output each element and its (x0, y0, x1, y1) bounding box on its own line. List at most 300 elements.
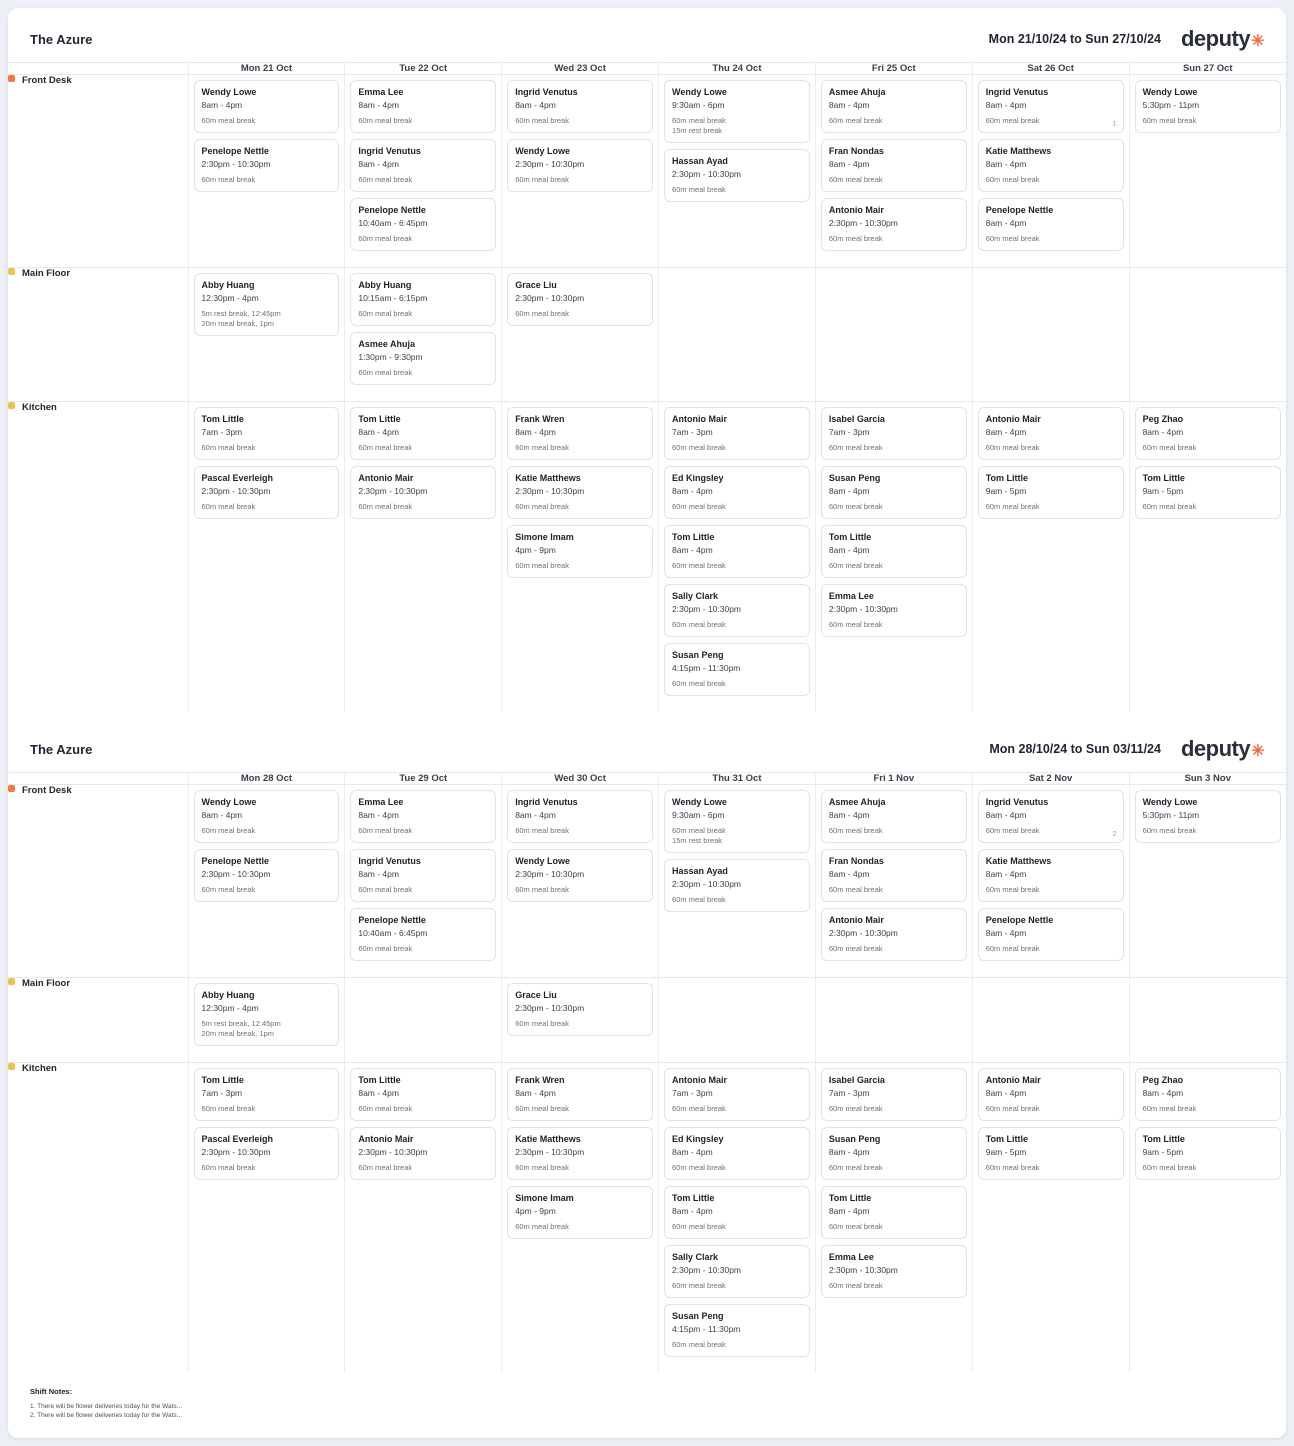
shift-card[interactable] (194, 407, 340, 460)
shift-break-note: 60m meal break (515, 885, 569, 894)
shift-break-note: 60m meal break (828, 443, 883, 452)
shift-break-note: 60m meal break (672, 1340, 726, 1349)
shift-stack (816, 268, 972, 283)
shift-stack (502, 402, 658, 594)
shift-time: 2:30pm - 10:30pm (828, 1265, 898, 1275)
shift-stack (502, 785, 658, 918)
shift-break-note: 60m meal break (1142, 1104, 1197, 1113)
shift-break-note: 60m meal break (515, 309, 569, 318)
shift-time: 8am - 4pm (985, 159, 1027, 169)
shift-break-note: 20m meal break, 1pm (201, 319, 275, 328)
shift-time: 2:30pm - 10:30pm (828, 928, 898, 938)
shift-card[interactable] (1135, 466, 1281, 519)
shift-time: 2:30pm - 10:30pm (358, 1147, 428, 1157)
shift-card[interactable] (821, 466, 967, 519)
shift-time: 8am - 4pm (828, 486, 870, 496)
shift-employee-name: Katie Matthews (515, 1134, 581, 1144)
shift-break-note: 60m meal break (672, 1222, 726, 1231)
shift-card[interactable] (664, 859, 810, 912)
day-cell (345, 978, 502, 1063)
shift-card[interactable] (350, 908, 496, 961)
shift-card[interactable] (1135, 80, 1281, 133)
day-header-cell: Thu 24 Oct (659, 63, 816, 75)
shift-employee-name: Grace Liu (515, 990, 557, 1000)
shift-stack (973, 75, 1129, 267)
shift-card[interactable] (1135, 1127, 1281, 1180)
shift-break-note: 60m meal break (985, 443, 1040, 452)
shift-card[interactable] (821, 1245, 967, 1298)
shift-card[interactable] (664, 1186, 810, 1239)
shift-time: 5:30pm - 11pm (1142, 810, 1200, 820)
shift-employee-name: Emma Lee (828, 591, 874, 601)
shift-card[interactable] (507, 849, 653, 902)
shift-stack (973, 785, 1129, 977)
shift-card[interactable] (664, 584, 810, 637)
shift-card[interactable] (194, 983, 340, 1046)
roster-week-block (8, 8, 1286, 712)
day-cell (659, 402, 816, 713)
shift-time: 9:30am - 6pm (672, 100, 725, 110)
shift-card[interactable] (664, 525, 810, 578)
shift-card[interactable] (664, 1304, 810, 1357)
shift-card[interactable] (507, 525, 653, 578)
area-color-dot (8, 1063, 15, 1070)
day-cell (659, 75, 816, 268)
shift-card[interactable] (664, 1245, 810, 1298)
day-cell (815, 785, 972, 978)
shift-stack (345, 402, 501, 535)
shift-time: 9:30am - 6pm (672, 810, 725, 820)
shift-break-note: 60m meal break (828, 175, 883, 184)
shift-card[interactable] (978, 790, 1124, 843)
shift-time: 8am - 4pm (985, 928, 1027, 938)
shift-break-note: 60m meal break (515, 561, 569, 570)
shift-break-note: 60m meal break (985, 885, 1040, 894)
shift-card[interactable] (350, 80, 496, 133)
shift-card[interactable] (664, 80, 810, 143)
shift-employee-name: Penelope Nettle (985, 205, 1054, 215)
shift-card[interactable] (507, 983, 653, 1036)
shift-time: 8am - 4pm (1142, 1088, 1184, 1098)
shift-break-note: 60m meal break (515, 1019, 569, 1028)
shift-time: 8am - 4pm (985, 218, 1027, 228)
shift-card[interactable] (664, 149, 810, 202)
shift-stack (973, 402, 1129, 535)
day-cell (815, 1063, 972, 1374)
shift-note-line: 2. There will be flower deliveries today for the Wats... (30, 1412, 183, 1419)
area-label (8, 268, 188, 402)
shift-employee-name: Wendy Lowe (672, 87, 727, 97)
shift-employee-name: Susan Peng (828, 473, 881, 483)
area-color-dot (8, 978, 15, 985)
shift-employee-name: Antonio Mair (358, 473, 414, 483)
day-header-cell: Fri 1 Nov (815, 773, 972, 785)
shift-card[interactable] (821, 584, 967, 637)
day-cell (188, 1063, 345, 1374)
shift-employee-name: Tom Little (358, 1075, 401, 1085)
shift-stack (659, 785, 815, 928)
shift-employee-name: Ingrid Venutus (358, 146, 421, 156)
shift-card[interactable] (821, 849, 967, 902)
shift-stack (345, 75, 501, 267)
shift-employee-name: Wendy Lowe (515, 856, 571, 866)
shift-time: 8am - 4pm (985, 427, 1027, 437)
shift-card[interactable] (194, 139, 340, 192)
shift-employee-name: Tom Little (985, 1134, 1029, 1144)
day-cell (659, 1063, 816, 1374)
day-cell (345, 1063, 502, 1374)
day-header-cell: Tue 29 Oct (345, 773, 502, 785)
deputy-logo: deputy ✳ (1180, 736, 1264, 761)
shift-break-note: 60m meal break (358, 944, 413, 953)
shift-card[interactable] (194, 273, 340, 336)
shift-time: 8am - 4pm (985, 869, 1027, 879)
shift-card[interactable] (194, 849, 340, 902)
shift-break-note: 60m meal break (828, 885, 883, 894)
shift-note-marker: 1 (1112, 121, 1117, 128)
day-cell (502, 785, 659, 978)
shift-card[interactable] (194, 1127, 340, 1180)
shift-card[interactable] (821, 1068, 967, 1121)
shift-employee-name: Antonio Mair (985, 414, 1041, 424)
logo-star-icon: ✳ (1251, 743, 1264, 760)
shift-employee-name: Isabel Garcia (828, 414, 885, 424)
shift-employee-name: Fran Nondas (828, 146, 884, 156)
day-cell (659, 268, 816, 402)
shift-card[interactable] (350, 407, 496, 460)
day-cell (815, 978, 972, 1063)
shift-employee-name: Antonio Mair (828, 205, 884, 215)
day-cell (502, 402, 659, 713)
area-label-text: Front Desk (22, 785, 72, 796)
shift-time: 4pm - 9pm (515, 545, 556, 555)
shift-time: 4:15pm - 11:30pm (672, 663, 741, 673)
shift-break-note: 60m meal break (1142, 116, 1197, 125)
shift-employee-name: Wendy Lowe (201, 797, 257, 807)
shift-employee-name: Ingrid Venutus (985, 797, 1049, 807)
roster-header (8, 8, 1286, 62)
shift-stack (502, 268, 658, 342)
shift-break-note: 60m meal break (515, 116, 569, 125)
shift-card[interactable] (507, 1127, 653, 1180)
shift-time: 8am - 4pm (515, 427, 556, 437)
shift-stack (973, 978, 1129, 993)
shift-card[interactable] (507, 407, 653, 460)
shift-break-note: 60m meal break (985, 826, 1040, 835)
shift-card[interactable] (664, 1127, 810, 1180)
shift-card[interactable] (821, 908, 967, 961)
shift-card[interactable] (350, 139, 496, 192)
shift-employee-name: Ed Kingsley (672, 473, 724, 483)
shift-employee-name: Emma Lee (358, 87, 404, 97)
day-cell (815, 402, 972, 713)
day-header-cell: Sat 2 Nov (972, 773, 1129, 785)
shift-time: 8am - 4pm (515, 100, 556, 110)
shift-time: 2:30pm - 10:30pm (672, 604, 742, 614)
area-row (8, 978, 1286, 1063)
day-cell (1129, 268, 1286, 402)
shift-time: 8am - 4pm (358, 427, 399, 437)
shift-card[interactable] (978, 466, 1124, 519)
shift-stack (973, 268, 1129, 283)
shift-break-note: 60m meal break (515, 826, 569, 835)
shift-employee-name: Emma Lee (828, 1252, 874, 1262)
shift-card[interactable] (507, 466, 653, 519)
shift-stack (189, 1063, 345, 1196)
shift-employee-name: Ingrid Venutus (985, 87, 1049, 97)
day-header-cell: Sun 3 Nov (1129, 773, 1286, 785)
shift-break-note: 60m meal break (358, 368, 413, 377)
shift-card[interactable] (507, 790, 653, 843)
shift-time: 8am - 4pm (828, 1206, 870, 1216)
shift-card[interactable] (821, 1127, 967, 1180)
shift-break-note: 60m meal break (672, 1104, 726, 1113)
shift-break-note: 60m meal break (985, 175, 1040, 184)
shift-break-note: 60m meal break (985, 116, 1040, 125)
area-row (8, 402, 1286, 713)
shift-card[interactable] (1135, 1068, 1281, 1121)
area-label (8, 978, 188, 1063)
shift-time: 8am - 4pm (358, 100, 399, 110)
shift-break-note: 60m meal break (985, 502, 1040, 511)
shift-break-note: 20m meal break, 1pm (201, 1029, 275, 1038)
shift-card[interactable] (194, 80, 340, 133)
day-cell (659, 785, 816, 978)
day-cell (815, 268, 972, 402)
shift-card[interactable] (821, 790, 967, 843)
shift-time: 2:30pm - 10:30pm (672, 879, 742, 889)
shift-card[interactable] (978, 80, 1124, 133)
shift-card[interactable] (664, 407, 810, 460)
shift-break-note: 60m meal break (828, 620, 883, 629)
shift-break-note: 60m meal break (515, 175, 569, 184)
shift-time: 8am - 4pm (672, 1206, 713, 1216)
shift-card[interactable] (194, 466, 340, 519)
shift-employee-name: Penelope Nettle (201, 856, 270, 866)
shift-break-note: 60m meal break (201, 1163, 256, 1172)
shift-break-note: 60m meal break (201, 885, 256, 894)
shift-break-note: 15m rest break (672, 836, 723, 845)
day-cell (972, 785, 1129, 978)
shift-card[interactable] (350, 849, 496, 902)
shift-time: 8am - 4pm (515, 1088, 556, 1098)
shift-break-note: 60m meal break (828, 944, 883, 953)
shift-card[interactable] (821, 407, 967, 460)
shift-card[interactable] (1135, 790, 1281, 843)
shift-stack (502, 75, 658, 208)
shift-employee-name: Tom Little (672, 1193, 715, 1203)
shift-employee-name: Ingrid Venutus (515, 797, 578, 807)
shift-break-note: 60m meal break (515, 502, 569, 511)
shift-time: 9am - 5pm (1142, 1147, 1184, 1157)
shift-card[interactable] (350, 790, 496, 843)
shift-stack (1130, 402, 1286, 535)
shift-employee-name: Tom Little (828, 532, 872, 542)
day-header-row (8, 773, 1286, 785)
shift-break-note: 60m meal break (201, 116, 256, 125)
shift-time: 2:30pm - 10:30pm (515, 869, 585, 879)
shift-time: 8am - 4pm (358, 869, 399, 879)
shift-card[interactable] (821, 80, 967, 133)
day-cell (972, 75, 1129, 268)
shift-employee-name: Wendy Lowe (201, 87, 257, 97)
shift-time: 9am - 5pm (985, 1147, 1027, 1157)
shift-stack (345, 785, 501, 977)
shift-card[interactable] (350, 466, 496, 519)
shift-employee-name: Tom Little (1142, 473, 1185, 483)
shift-break-note: 60m meal break (358, 234, 413, 243)
shift-card[interactable] (350, 332, 496, 385)
day-cell (972, 1063, 1129, 1374)
shift-break-note: 60m meal break (672, 1281, 726, 1290)
shift-employee-name: Simone Imam (515, 1193, 574, 1203)
shift-time: 4:15pm - 11:30pm (672, 1324, 741, 1334)
day-cell (1129, 785, 1286, 978)
shift-employee-name: Asmee Ahuja (828, 87, 886, 97)
shift-card[interactable] (664, 466, 810, 519)
roster-header (8, 718, 1286, 772)
day-cell (1129, 402, 1286, 713)
day-cell (972, 268, 1129, 402)
shift-employee-name: Tom Little (828, 1193, 872, 1203)
shift-time: 2:30pm - 10:30pm (201, 869, 271, 879)
shift-stack (816, 1063, 972, 1314)
shift-break-note: 60m meal break (1142, 826, 1197, 835)
shift-stack (659, 268, 815, 283)
shift-note-line: 1. There will be flower deliveries today for the Wats... (30, 1403, 183, 1410)
shift-stack (1130, 268, 1286, 283)
shift-employee-name: Antonio Mair (672, 414, 728, 424)
area-row (8, 268, 1286, 402)
shift-time: 8am - 4pm (515, 810, 556, 820)
shift-time: 12:30pm - 4pm (201, 1003, 259, 1013)
shift-employee-name: Katie Matthews (515, 473, 581, 483)
shift-break-note: 60m meal break (828, 826, 883, 835)
shift-card[interactable] (507, 1186, 653, 1239)
shift-break-note: 60m meal break (985, 1163, 1040, 1172)
shift-stack (659, 1063, 815, 1373)
shift-employee-name: Wendy Lowe (1142, 87, 1198, 97)
shift-card[interactable] (821, 525, 967, 578)
shift-card[interactable] (978, 1068, 1124, 1121)
day-cell (1129, 1063, 1286, 1374)
shift-break-note: 60m meal break (515, 1222, 569, 1231)
shift-break-note: 60m meal break (672, 826, 726, 835)
shift-time: 8am - 4pm (828, 159, 870, 169)
shift-break-note: 60m meal break (672, 502, 726, 511)
shift-employee-name: Susan Peng (828, 1134, 881, 1144)
shift-card[interactable] (664, 1068, 810, 1121)
shift-time: 8am - 4pm (828, 869, 870, 879)
shift-employee-name: Wendy Lowe (1142, 797, 1198, 807)
date-range-label: Mon 28/10/24 to Sun 03/11/24 (989, 742, 1161, 756)
shift-break-note: 60m meal break (1142, 443, 1197, 452)
shift-time: 10:40am - 6:45pm (358, 928, 428, 938)
shift-card[interactable] (664, 790, 810, 853)
shift-time: 2:30pm - 10:30pm (201, 159, 271, 169)
shift-card[interactable] (194, 790, 340, 843)
shift-card[interactable] (978, 139, 1124, 192)
shift-card[interactable] (978, 1127, 1124, 1180)
shift-break-note: 60m meal break (358, 1163, 413, 1172)
shift-time: 7am - 3pm (828, 1088, 870, 1098)
shift-card[interactable] (821, 198, 967, 251)
shift-break-note: 60m meal break (358, 309, 413, 318)
shift-break-note: 60m meal break (672, 116, 726, 125)
shift-card[interactable] (507, 273, 653, 326)
day-cell (345, 75, 502, 268)
shift-employee-name: Penelope Nettle (358, 915, 426, 925)
shift-card[interactable] (507, 139, 653, 192)
area-label-text: Kitchen (22, 402, 57, 413)
shift-stack (189, 785, 345, 918)
shift-time: 8am - 4pm (828, 100, 870, 110)
shift-card[interactable] (1135, 407, 1281, 460)
shift-card[interactable] (821, 139, 967, 192)
shift-time: 2:30pm - 10:30pm (515, 486, 585, 496)
shift-break-note: 60m meal break (672, 679, 726, 688)
shift-employee-name: Katie Matthews (985, 146, 1052, 156)
shift-time: 8am - 4pm (828, 810, 870, 820)
shift-employee-name: Pascal Everleigh (201, 1134, 274, 1144)
shift-employee-name: Abby Huang (201, 280, 255, 290)
shift-time: 7am - 3pm (672, 1088, 713, 1098)
shift-break-note: 60m meal break (672, 185, 726, 194)
roster-header-right (989, 26, 1264, 52)
shift-time: 8am - 4pm (985, 1088, 1027, 1098)
shift-card[interactable] (821, 1186, 967, 1239)
shift-card[interactable] (350, 273, 496, 326)
area-label-text: Front Desk (22, 75, 72, 86)
shift-employee-name: Simone Imam (515, 532, 574, 542)
shift-card[interactable] (194, 1068, 340, 1121)
area-color-dot (8, 75, 15, 82)
day-cell (815, 75, 972, 268)
shift-stack (189, 75, 345, 208)
shift-stack (816, 978, 972, 993)
shift-employee-name: Ed Kingsley (672, 1134, 724, 1144)
shift-employee-name: Fran Nondas (828, 856, 884, 866)
shift-break-note: 60m meal break (672, 895, 726, 904)
shift-break-note: 60m meal break (358, 1104, 413, 1113)
shift-employee-name: Grace Liu (515, 280, 557, 290)
shift-employee-name: Antonio Mair (358, 1134, 414, 1144)
shift-break-note: 60m meal break (985, 1104, 1040, 1113)
shift-time: 2:30pm - 10:30pm (672, 169, 742, 179)
shift-card[interactable] (978, 407, 1124, 460)
shift-time: 2:30pm - 10:30pm (672, 1265, 742, 1275)
shift-stack (1130, 785, 1286, 859)
shift-stack (345, 978, 501, 993)
shift-card[interactable] (350, 1127, 496, 1180)
shift-card[interactable] (350, 198, 496, 251)
shift-card[interactable] (978, 849, 1124, 902)
area-label (8, 1063, 188, 1374)
shift-card[interactable] (978, 198, 1124, 251)
shift-card[interactable] (664, 643, 810, 696)
shift-break-note: 60m meal break (1142, 1163, 1197, 1172)
shift-stack (659, 75, 815, 218)
shift-card[interactable] (507, 80, 653, 133)
shift-stack (502, 978, 658, 1052)
shift-employee-name: Hassan Ayad (672, 866, 728, 876)
day-cell (502, 1063, 659, 1374)
shift-card[interactable] (978, 908, 1124, 961)
shift-break-note: 60m meal break (358, 826, 413, 835)
shift-employee-name: Asmee Ahuja (358, 339, 416, 349)
shift-card[interactable] (507, 1068, 653, 1121)
shift-card[interactable] (350, 1068, 496, 1121)
